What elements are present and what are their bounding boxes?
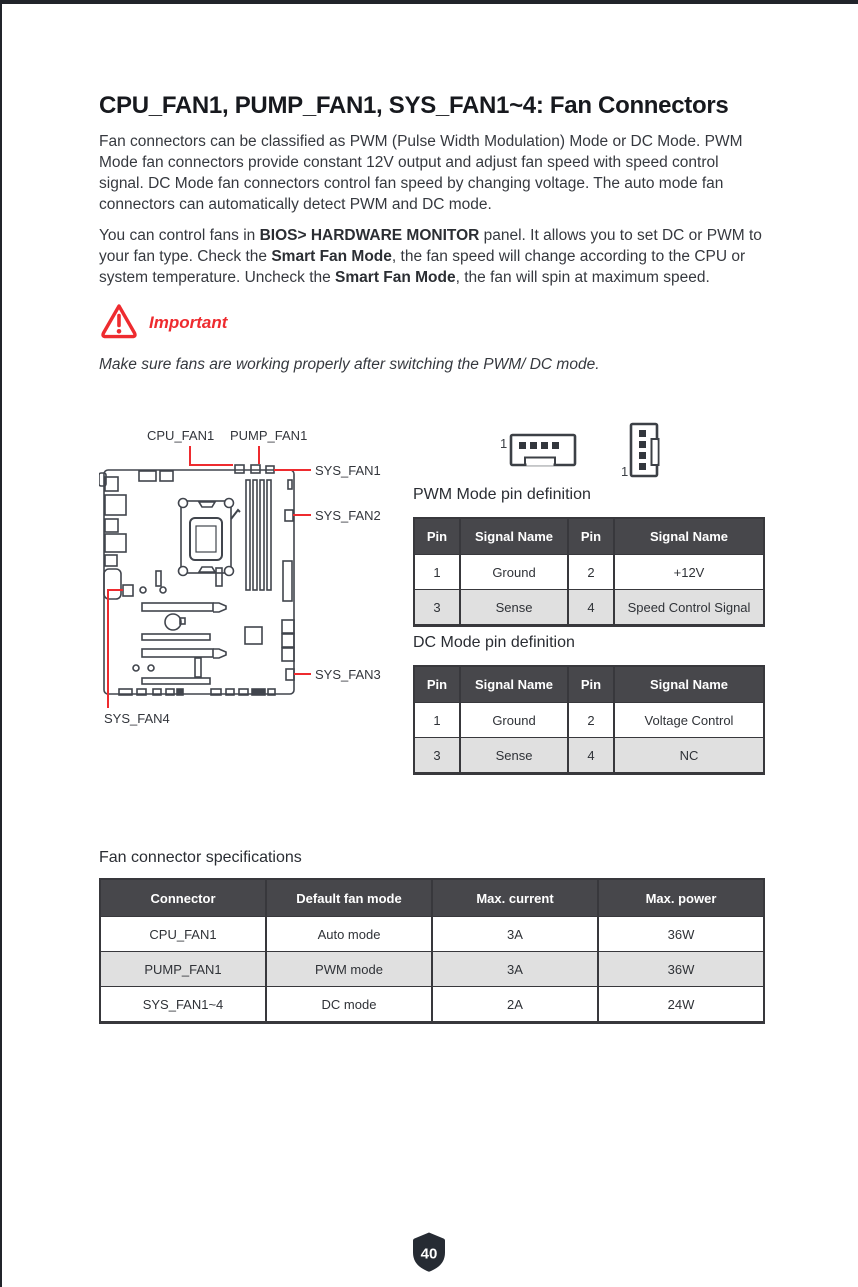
hconn-pin1-label: 1 <box>500 436 508 451</box>
pwm-cell: 3 <box>414 590 460 626</box>
spec-header-cell: Connector <box>100 879 266 917</box>
page-title: CPU_FAN1, PUMP_FAN1, SYS_FAN1~4: Fan Connectors <box>99 92 729 119</box>
spec-header-cell: Max. power <box>598 879 764 917</box>
spec-cell: 24W <box>598 987 764 1023</box>
spec-header-cell: Default fan mode <box>266 879 432 917</box>
spec-header-row <box>100 879 764 917</box>
dc-table-caption: DC Mode pin definition <box>413 634 575 651</box>
label-sys-fan3: SYS_FAN3 <box>315 667 381 682</box>
label-cpu-fan1: CPU_FAN1 <box>147 428 215 443</box>
dc-header-cell: Pin <box>568 666 614 703</box>
label-sys-fan4: SYS_FAN4 <box>104 711 170 726</box>
intro-p2-text-3: , the fan speed will change according to the CPU or system temperature. Uncheck the <box>99 248 746 286</box>
spec-cell: PUMP_FAN1 <box>100 952 266 987</box>
dc-header-row <box>414 666 764 703</box>
spec-cell: 36W <box>598 952 764 987</box>
pwm-header-cell: Pin <box>568 518 614 555</box>
spec-cell: PWM mode <box>266 952 432 987</box>
dc-header-cell: Signal Name <box>460 666 568 703</box>
dc-cell: 3 <box>414 738 460 774</box>
vertical-fan-connector-diagram <box>618 421 666 485</box>
vconn-pin1-label: 1 <box>621 464 629 479</box>
spec-cell: 36W <box>598 917 764 952</box>
intro-p2-bold-1: BIOS> HARDWARE MONITOR <box>259 227 480 244</box>
dc-pin-table <box>413 665 765 775</box>
fan-spec-table <box>99 878 765 1024</box>
intro-p2-text-2: panel. It allows you to set DC or PWM to your fan type. Check the <box>99 227 762 265</box>
dc-cell: 1 <box>414 703 460 738</box>
pwm-table-caption: PWM Mode pin definition <box>413 486 591 503</box>
spec-cell: CPU_FAN1 <box>100 917 266 952</box>
dc-cell: Voltage Control <box>614 703 764 738</box>
warning-triangle-icon <box>99 302 139 345</box>
intro-p2-text-4: , the fan will spin at maximum speed. <box>455 269 710 286</box>
pwm-cell: 2 <box>568 555 614 590</box>
pwm-cell: +12V <box>614 555 764 590</box>
diagram-section <box>99 421 763 805</box>
page-number-badge <box>410 1231 448 1273</box>
pwm-cell: 4 <box>568 590 614 626</box>
pwm-row-1 <box>414 555 764 590</box>
page-content <box>99 92 763 1024</box>
pwm-header-cell: Pin <box>414 518 460 555</box>
important-label: Important <box>149 313 228 332</box>
page-left-edge <box>0 0 2 1287</box>
intro-paragraph-1: Fan connectors can be classified as PWM (Pulse Width Modulation) Mode or DC Mode. PWM Mode fan connectors provide constant 12V output and adjust fan speed with speed control signal. DC Mode fan connectors control fan speed by changing voltage. The auto mode fan connectors can automatically detect PWM and DC mode. <box>99 133 743 213</box>
dc-cell: 4 <box>568 738 614 774</box>
pwm-cell: Speed Control Signal <box>614 590 764 626</box>
pwm-row-2 <box>414 590 764 626</box>
dc-cell: Ground <box>460 703 568 738</box>
spec-cell: 2A <box>432 987 598 1023</box>
pwm-header-cell: Signal Name <box>460 518 568 555</box>
dc-cell: 2 <box>568 703 614 738</box>
pwm-cell: 1 <box>414 555 460 590</box>
intro-p2-bold-3: Smart Fan Mode <box>335 269 456 286</box>
spec-section <box>99 848 763 1024</box>
spec-row-pump-fan1 <box>100 952 764 987</box>
pwm-header-row <box>414 518 764 555</box>
dc-header-cell: Pin <box>414 666 460 703</box>
important-note: Make sure fans are working properly after switching the PWM/ DC mode. <box>99 356 600 373</box>
spec-cell: SYS_FAN1~4 <box>100 987 266 1023</box>
important-callout <box>99 304 763 342</box>
spec-cell: 3A <box>432 917 598 952</box>
page-number: 40 <box>420 1245 438 1263</box>
dc-header-cell: Signal Name <box>614 666 764 703</box>
intro-p2-text-1: You can control fans in <box>99 227 260 244</box>
dc-row-1 <box>414 703 764 738</box>
label-pump-fan1: PUMP_FAN1 <box>230 428 308 443</box>
spec-header-cell: Max. current <box>432 879 598 917</box>
spec-cell: 3A <box>432 952 598 987</box>
pwm-pin-table <box>413 517 765 627</box>
page-top-edge <box>0 0 858 4</box>
label-sys-fan2: SYS_FAN2 <box>315 508 381 523</box>
dc-cell: NC <box>614 738 764 774</box>
pwm-cell: Sense <box>460 590 568 626</box>
horizontal-fan-connector-diagram <box>498 429 588 471</box>
motherboard-diagram <box>99 421 399 733</box>
spec-row-cpu-fan1 <box>100 917 764 952</box>
spec-cell: DC mode <box>266 987 432 1023</box>
intro-paragraph-2 <box>99 225 763 288</box>
spec-table-caption: Fan connector specifications <box>99 849 302 866</box>
intro-p2-bold-2: Smart Fan Mode <box>271 248 392 265</box>
dc-cell: Sense <box>460 738 568 774</box>
dc-row-2 <box>414 738 764 774</box>
spec-cell: Auto mode <box>266 917 432 952</box>
spec-row-sys-fan <box>100 987 764 1023</box>
pwm-header-cell: Signal Name <box>614 518 764 555</box>
label-sys-fan1: SYS_FAN1 <box>315 463 381 478</box>
pwm-cell: Ground <box>460 555 568 590</box>
